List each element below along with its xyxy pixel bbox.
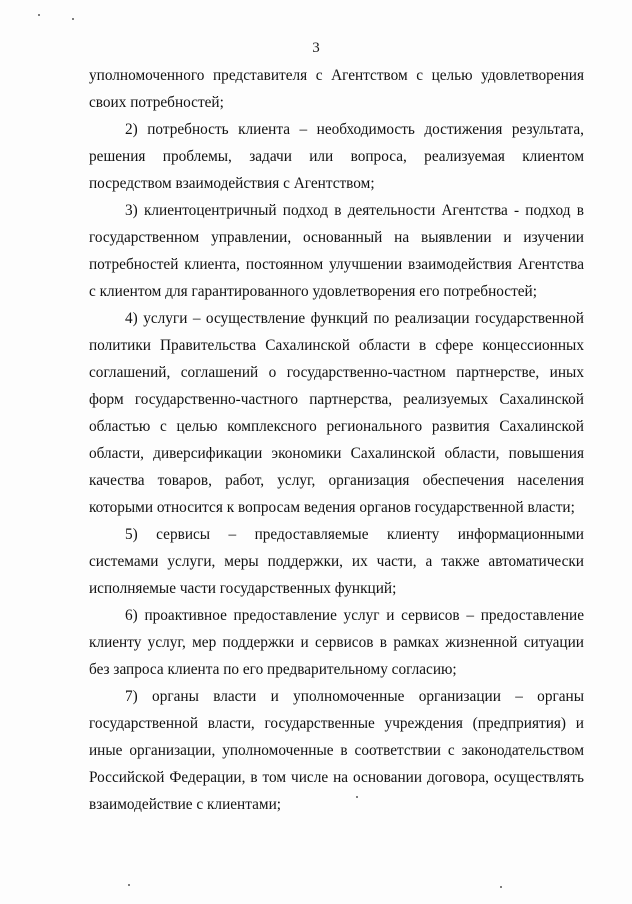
paragraph-continuation: уполномоченного представителя с Агентством с целью удовлетворения своих потребностей; (89, 67, 584, 111)
scan-speck (128, 884, 130, 886)
scan-speck (500, 886, 502, 888)
paragraph-item-5: 5) сервисы – предоставляемые клиенту информационными системами услуги, меры поддержки, их части, а также автоматически исполняемые части государственных функций; (89, 526, 584, 597)
paragraph-item-7: 7) органы власти и уполномоченные организации – органы государственной власти, государственные учреждения (предприятия) и иные организации, уполномоченные в соответствии с законодательством Российской Федерации, в том числе на основании договора, осуществлять взаимодействие с клиентами; (89, 688, 584, 813)
page-number: 3 (312, 40, 320, 56)
paragraph-item-2: 2) потребность клиента – необходимость достижения результата, решения проблемы, задачи или вопроса, реализуемая клиентом посредством взаимодействия с Агентством; (89, 121, 584, 192)
paragraph-item-6: 6) проактивное предоставление услуг и сервисов – предоставление клиенту услуг, мер поддержки и сервисов в рамках жизненной ситуации без запроса клиента по его предварительному согласию; (89, 607, 584, 678)
scan-speck (72, 18, 74, 20)
scan-speck (38, 14, 40, 16)
paragraph-item-4: 4) услуги – осуществление функций по реализации государственной политики Правительства Сахалинской области в сфере концессионных соглашений, соглашений о государственно-частном партнерстве, иных форм государственно-частного партнерства, реализуемых Сахалинской областью с целью комплексного регионального развития Сахалинской области, диверсификации экономики Сахалинской области, повышения качества товаров, работ, услуг, организация обеспечения населения которыми относится к вопросам ведения органов государственной власти; (89, 310, 584, 516)
scan-speck (356, 796, 358, 798)
document-body (89, 62, 584, 818)
paragraph-item-3: 3) клиентоцентричный подход в деятельности Агентства - подход в государственном управлении, основанный на выявлении и изучении потребностей клиента, постоянном улучшении взаимодействия Агентства с клиентом для гарантированного удовлетворения его потребностей; (89, 202, 584, 300)
